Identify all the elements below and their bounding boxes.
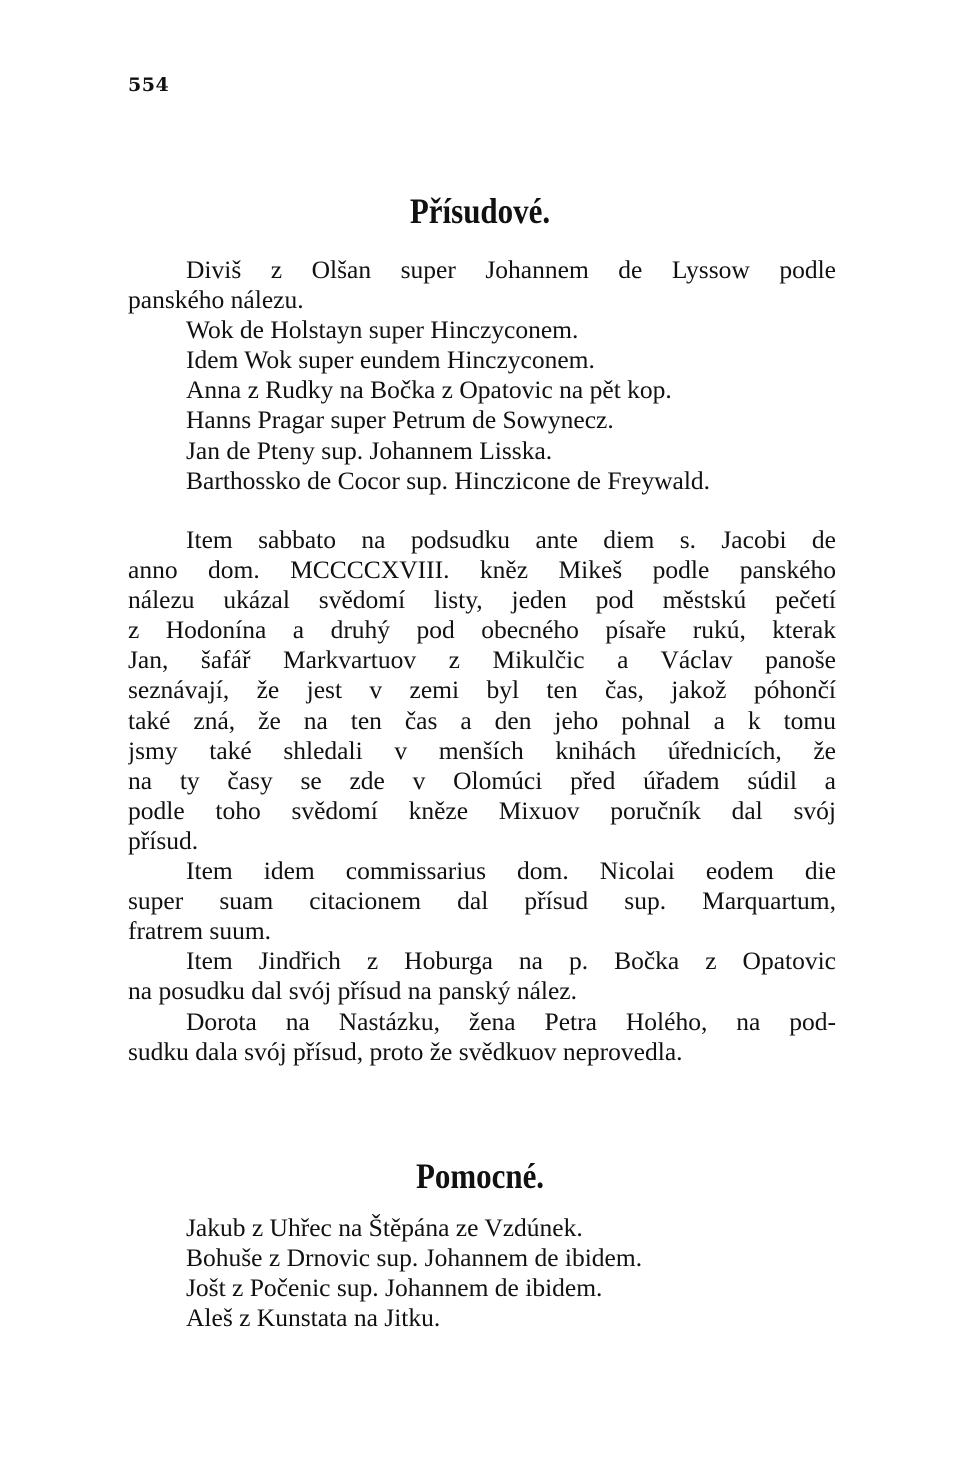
entry-line: Hanns Pragar super Petrum de Sowynecz. (186, 405, 614, 435)
paragraph-line: na ty časy se zde v Olomúci před úřadem súdil a (128, 765, 836, 795)
entry-line: Jakub z Uhřec na Štěpána ze Vzdúnek. (186, 1213, 583, 1242)
paragraph-line: nálezu ukázal svědomí listy, jeden pod městskú pečetí (128, 585, 836, 615)
page-number: 554 (128, 74, 170, 96)
entry-line: Diviš z Olšan super Johannem de Lyssow podle (186, 255, 836, 284)
paragraph-line: anno dom. MCCCCXVIII. kněz Mikeš podle panského (128, 555, 836, 585)
entry-line: Aleš z Kunstata na Jitku. (186, 1303, 441, 1333)
entry-line: panského nálezu. (128, 285, 304, 315)
entry-list-pomocne (128, 1213, 836, 1333)
paragraph-line: seznávají, že jest v zemi byl ten čas, jakož póhončí (128, 675, 836, 705)
paragraph-line: fratrem suum. (128, 916, 272, 946)
entry-list-prisudove (128, 255, 836, 496)
paragraph-line: přísud. (128, 825, 199, 855)
entry-line: Anna z Rudky na Bočka z Opatovic na pět kop. (186, 375, 672, 405)
paragraph-line: super suam citacionem dal přísud sup. Marquartum, (128, 886, 836, 916)
paragraphs-prisudove (128, 525, 836, 1067)
entry-line: Jošt z Počenic sup. Johannem de ibidem. (186, 1273, 603, 1303)
section-heading-prisudove: Přísudové. (409, 191, 551, 231)
paragraph-line: Jan, šafář Markvartuov z Mikulčic a Václav panoše (128, 645, 836, 675)
entry-line: Idem Wok super eundem Hinczyconem. (186, 345, 595, 375)
paragraph-line: Dorota na Nastázku, žena Petra Holého, na pod- (186, 1006, 836, 1036)
paragraph-line: podle toho svědomí kněze Mixuov poručník dal svój (128, 795, 836, 825)
entry-line: Wok de Holstayn super Hinczyconem. (186, 315, 579, 345)
paragraph-line: Item sabbato na podsudku ante diem s. Jacobi de (186, 525, 836, 554)
paragraph-line: také zná, že na ten čas a den jeho pohnal a k tomu (128, 705, 836, 735)
paragraph-line: sudku dala svój přísud, proto že svědkuov neprovedla. (128, 1036, 683, 1066)
paragraph-line: na posudku dal svój přísud na panský nález. (128, 976, 578, 1006)
entry-line: Jan de Pteny sup. Johannem Lisska. (186, 435, 553, 465)
paragraph-line: jsmy také shledali v menších knihách úřednicích, že (128, 735, 836, 765)
entry-line: Barthossko de Cocor sup. Hinczicone de Freywald. (186, 465, 711, 495)
paragraph-line: Item Jindřich z Hoburga na p. Bočka z Opatovic (186, 946, 836, 976)
paragraph-line: z Hodonína a druhý pod obecného písaře rukú, kterak (128, 615, 836, 645)
section-heading-pomocne: Pomocné. (415, 1156, 545, 1196)
paragraph-line: Item idem commissarius dom. Nicolai eodem die (186, 856, 836, 886)
entry-line: Bohuše z Drnovic sup. Johannem de ibidem. (186, 1243, 643, 1273)
